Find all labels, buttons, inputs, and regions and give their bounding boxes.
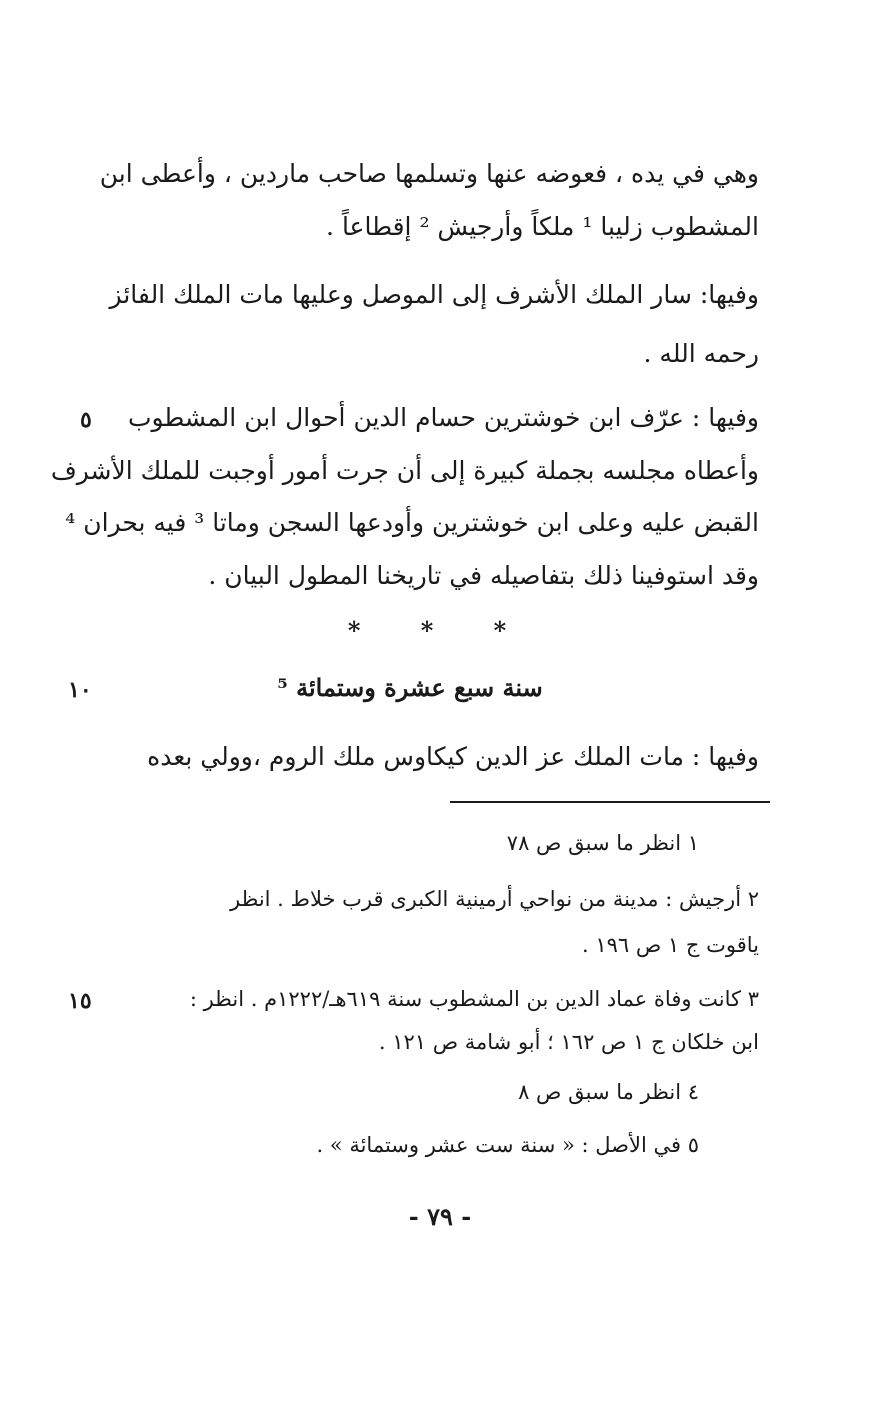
body-line-3: وفيها: سار الملك الأشرف إلى الموصل وعليها مات الملك الفائز — [109, 280, 759, 309]
body-line-6: وأعطاه مجلسه بجملة كبيرة إلى أن جرت أمور أوجبت للملك الأشرف — [50, 456, 759, 485]
body-line-2: المشطوب زليبا ¹ ملكاً وأرجيش ² إقطاعاً . — [326, 212, 759, 241]
footnote-separator-rule — [450, 801, 770, 803]
body-line-5: وفيها : عرّف ابن خوشترين حسام الدين أحوال ابن المشطوب — [127, 403, 759, 432]
body-line-4: رحمه الله . — [643, 339, 759, 368]
margin-line-number-5: ٥ — [80, 407, 92, 433]
footnote-2: ٢ أرجيش : مدينة من نواحي أرمينية الكبرى قرب خلاط . انظر — [230, 887, 759, 911]
footnote-5: ٥ في الأصل : « سنة ست عشر وستمائة » . — [316, 1133, 699, 1157]
page-number: - ٧٩ - — [408, 1202, 472, 1231]
year-heading: سنة سبع عشرة وستمائة ⁵ — [277, 673, 543, 702]
footnote-2-continued: ياقوت ج ١ ص ١٩٦ . — [581, 933, 759, 957]
footnote-3: ٣ كانت وفاة عماد الدين بن المشطوب سنة ٦١٩هـ/١٢٢٢م . انظر : — [189, 987, 759, 1011]
body-line-8: وقد استوفينا ذلك بتفاصيله في تاريخنا المطول البيان . — [208, 561, 759, 590]
body-line-1: وهي في يده ، فعوضه عنها وتسلمها صاحب ماردين ، وأعطى ابن — [99, 159, 759, 188]
body-line-9: وفيها : مات الملك عز الدين كيكاوس ملك الروم ،وولي بعده — [147, 742, 759, 771]
margin-line-number-15: ١٥ — [68, 988, 92, 1014]
footnote-1: ١ انظر ما سبق ص ٧٨ — [506, 831, 699, 855]
body-line-7: القبض عليه وعلى ابن خوشترين وأودعها السجن وماتا ³ فيه بحران ⁴ — [65, 508, 759, 537]
margin-line-number-10: ١٠ — [68, 677, 92, 703]
section-separator: * * * — [347, 616, 533, 645]
footnote-4: ٤ انظر ما سبق ص ٨ — [518, 1080, 699, 1104]
footnote-3-continued: ابن خلكان ج ١ ص ١٦٢ ؛ أبو شامة ص ١٢١ . — [378, 1030, 759, 1054]
